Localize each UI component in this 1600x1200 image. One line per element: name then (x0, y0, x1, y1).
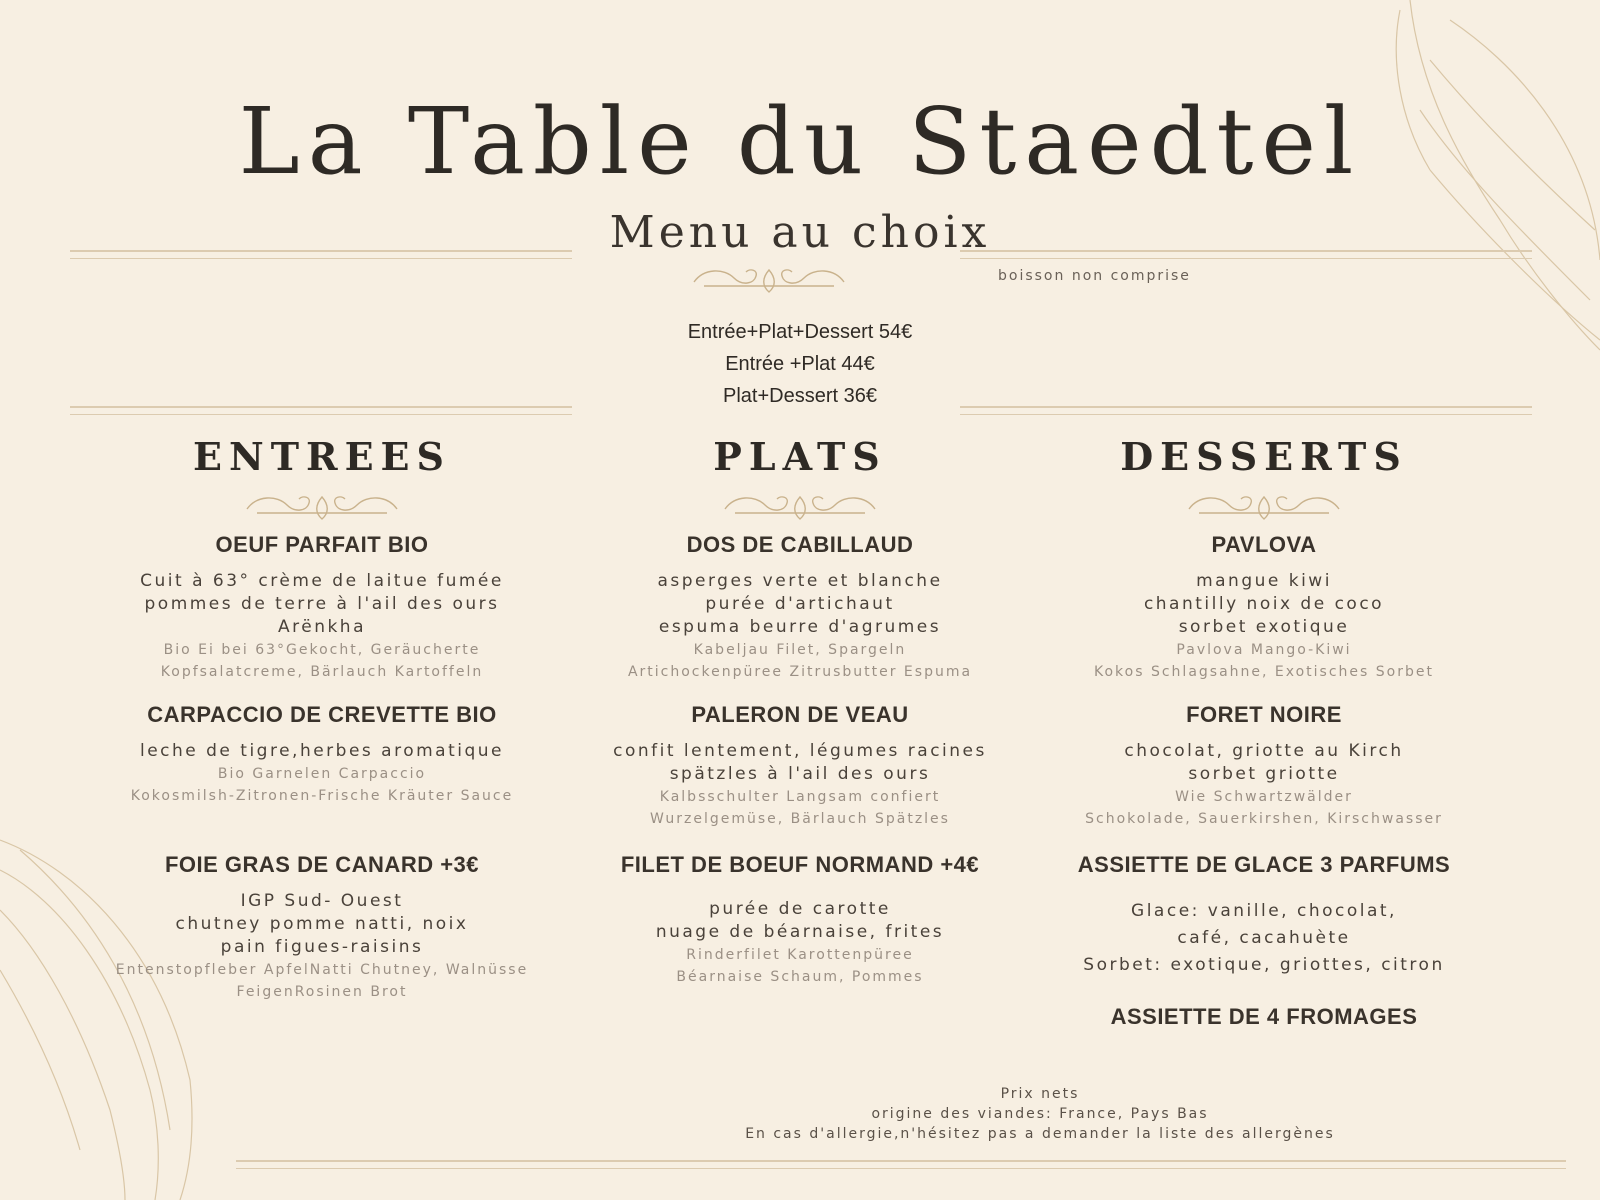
dish-item (62, 702, 582, 807)
dish-description: chocolat, griotte au Kirch (1124, 741, 1404, 761)
dish-description: spätzles à l'ail des ours (669, 764, 931, 784)
dish-description: pommes de terre à l'ail des ours (144, 594, 500, 614)
dish-name: ASSIETTE DE GLACE 3 PARFUMS (1077, 852, 1451, 877)
dish-description: pain figues-raisins (220, 937, 424, 957)
dish-item (62, 532, 582, 683)
dish-name: ASSIETTE DE 4 FROMAGES (1110, 1004, 1418, 1029)
dish-translation: Artichockenpüree Zitrusbutter Espuma (627, 664, 973, 680)
dish-translation: Kokos Schlagsahne, Exotisches Sorbet (1094, 664, 1434, 680)
restaurant-title: La Table du Staedtel (238, 88, 1362, 195)
dish-description: purée d'artichaut (705, 594, 895, 614)
footer-note: Prix nets (1000, 1086, 1080, 1102)
flourish-icon (237, 489, 407, 525)
dish-translation: Kokosmilsh-Zitronen-Frische Kräuter Sauce (130, 788, 514, 804)
pricing-block (0, 316, 1600, 412)
dish-translation: Bio Ei bei 63°Gekocht, Geräucherte (163, 642, 481, 658)
dish-name: FOIE GRAS DE CANARD +3€ (164, 852, 480, 877)
flourish-icon (684, 262, 854, 298)
dish-translation: Rinderfilet Karottenpüree (686, 947, 914, 963)
dish-description: espuma beurre d'agrumes (658, 617, 942, 637)
dish-translation: Wie Schwartzwälder (1175, 789, 1353, 805)
dish-item (540, 702, 1060, 830)
dish-description: Sorbet: exotique, griottes, citron (1083, 955, 1445, 975)
dish-translation: Kabeljau Filet, Spargeln (693, 642, 907, 658)
dish-name: OEUF PARFAIT BIO (215, 532, 429, 557)
dish-description: purée de carotte (709, 899, 891, 919)
dish-name: FORET NOIRE (1186, 702, 1342, 727)
dish-translation: Wurzelgemüse, Bärlauch Spätzles (650, 811, 950, 827)
dish-description: nuage de béarnaise, frites (655, 922, 945, 942)
dish-description: Arënkha (277, 617, 366, 637)
pricing-option: Entrée+Plat+Dessert 54€ (687, 321, 913, 343)
dish-description: café, cacahuète (1177, 928, 1351, 948)
dish-description: leche de tigre,herbes aromatique (139, 741, 505, 761)
flourish-icon (715, 489, 885, 525)
dish-name: PALERON DE VEAU (691, 702, 909, 727)
dish-translation: Béarnaise Schaum, Pommes (676, 969, 924, 985)
dish-description: IGP Sud- Ouest (240, 891, 404, 911)
pricing-option: Entrée +Plat 44€ (725, 353, 875, 375)
column-title: ENTREES (193, 434, 451, 479)
dish-name: PAVLOVA (1211, 532, 1317, 557)
column-entrees (62, 432, 582, 1000)
dish-item (1004, 852, 1524, 979)
dish-item (540, 852, 1060, 988)
dish-description: sorbet griotte (1188, 764, 1340, 784)
column-desserts (1004, 432, 1524, 1029)
dish-description: chantilly noix de coco (1143, 594, 1385, 614)
footer-note: En cas d'allergie,n'hésitez pas a demander la liste des allergènes (745, 1126, 1335, 1142)
footer-rule (236, 1160, 1566, 1169)
dish-item (1004, 1004, 1524, 1042)
dish-translation: Kalbsschulter Langsam confiert (659, 789, 941, 805)
dish-item (62, 852, 582, 1003)
column-plats (540, 432, 1060, 985)
drinks-note: boisson non comprise (998, 268, 1191, 284)
dish-item (1004, 532, 1524, 683)
dish-translation: Pavlova Mango-Kiwi (1176, 642, 1352, 658)
pricing-option: Plat+Dessert 36€ (723, 385, 877, 407)
dish-description: mangue kiwi (1196, 571, 1332, 591)
dish-description: sorbet exotique (1178, 617, 1350, 637)
dish-name: DOS DE CABILLAUD (686, 532, 914, 557)
dish-item (540, 532, 1060, 683)
dish-description: asperges verte et blanche (657, 571, 943, 591)
dish-translation: Bio Garnelen Carpaccio (217, 766, 427, 782)
footer-notes (620, 1084, 1460, 1144)
dish-name: CARPACCIO DE CREVETTE BIO (147, 702, 497, 727)
column-title: DESSERTS (1120, 434, 1408, 479)
column-title: PLATS (713, 434, 887, 479)
dish-description: Cuit à 63° crème de laitue fumée (140, 571, 504, 591)
dish-description: confit lentement, légumes racines (613, 741, 987, 761)
footer-note: origine des viandes: France, Pays Bas (871, 1106, 1209, 1122)
flourish-icon (1179, 489, 1349, 525)
dish-description: chutney pomme natti, noix (175, 914, 469, 934)
menu-subtitle: Menu au choix (609, 207, 991, 258)
dish-translation: Kopfsalatcreme, Bärlauch Kartoffeln (160, 664, 484, 680)
dish-name: FILET DE BOEUF NORMAND +4€ (620, 852, 980, 877)
dish-translation: FeigenRosinen Brot (236, 984, 408, 1000)
dish-translation: Schokolade, Sauerkirshen, Kirschwasser (1085, 811, 1443, 827)
dish-item (1004, 702, 1524, 830)
dish-translation: Entenstopfleber ApfelNatti Chutney, Walnüsse (115, 962, 529, 978)
dish-description: Glace: vanille, chocolat, (1131, 901, 1397, 921)
